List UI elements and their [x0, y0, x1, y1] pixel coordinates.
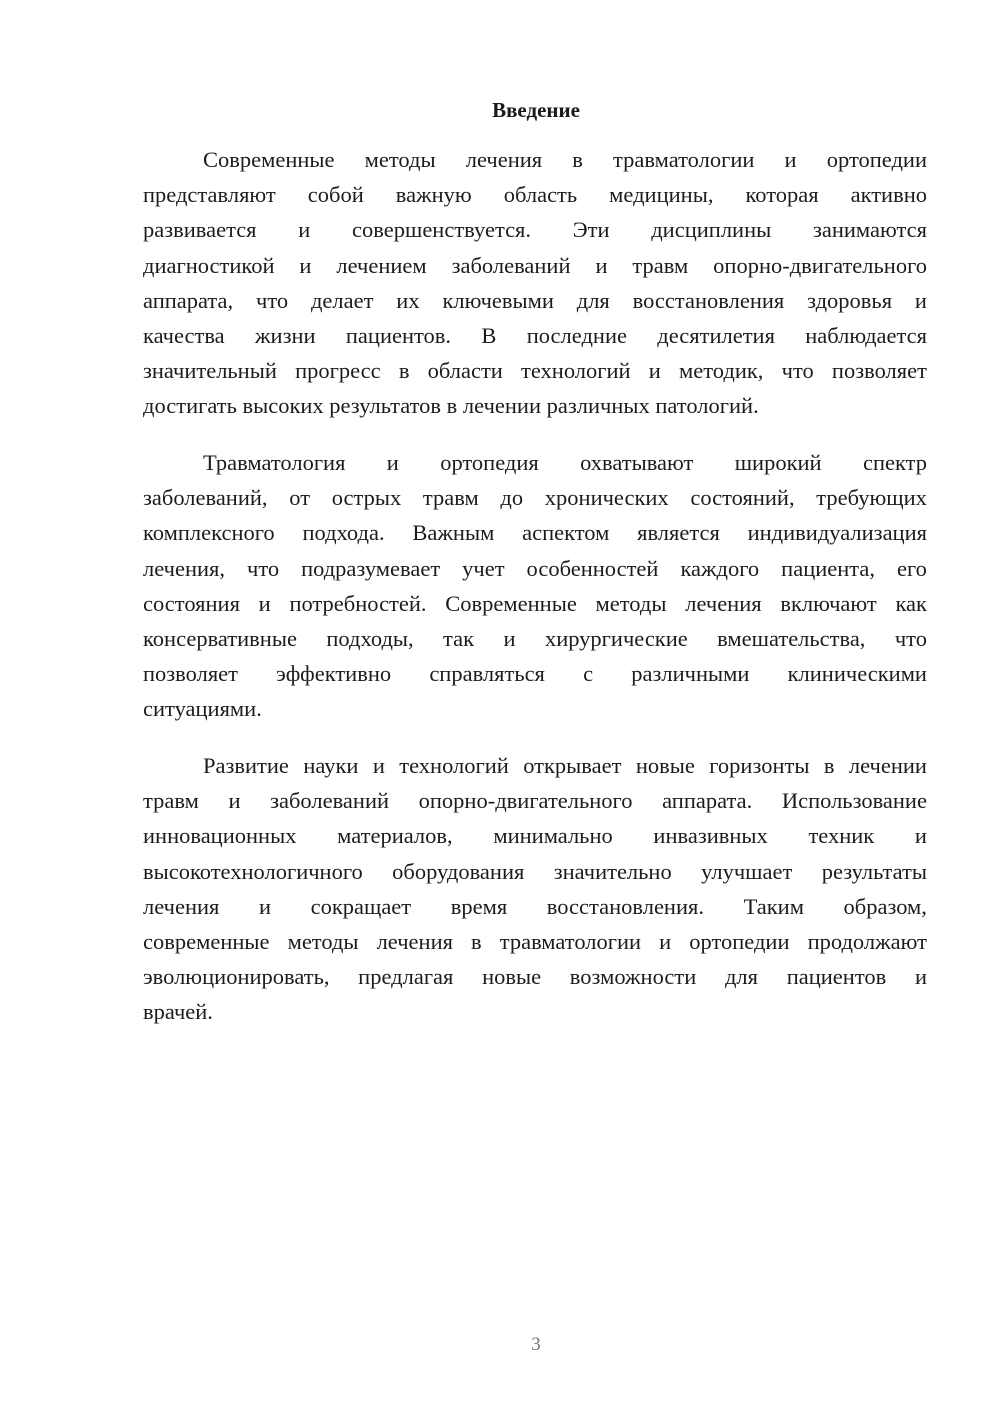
- text-line: инновационных материалов, минимально инвазивных техник и: [143, 823, 927, 849]
- text-line: эволюционировать, предлагая новые возможности для пациентов и: [143, 964, 927, 990]
- paragraph-3: [143, 748, 927, 1030]
- text-line: развивается и совершенствуется. Эти дисциплины занимаются: [143, 217, 927, 243]
- text-line: консервативные подходы, так и хирургические вмешательства, что: [143, 625, 927, 651]
- text-line: качества жизни пациентов. В последние десятилетия наблюдается: [143, 322, 927, 348]
- text-line: представляют собой важную область медицины, которая активно: [143, 182, 927, 208]
- text-line: Современные методы лечения в травматологии и ортопедии: [203, 147, 927, 172]
- text-line: позволяет эффективно справляться с различными клиническими: [143, 661, 927, 687]
- text-line: травм и заболеваний опорно-двигательного аппарата. Использование: [143, 788, 927, 814]
- text-line: диагностикой и лечением заболеваний и травм опорно-двигательного: [143, 252, 927, 278]
- text-line: высокотехнологичного оборудования значительно улучшает результаты: [143, 858, 927, 884]
- paragraph-2: [143, 445, 927, 727]
- section-title: Введение: [492, 98, 580, 122]
- page-number: 3: [531, 1334, 541, 1355]
- text-line: Травматология и ортопедия охватывают широкий спектр: [203, 450, 927, 475]
- text-line: аппарата, что делает их ключевыми для восстановления здоровья и: [143, 287, 927, 313]
- text-line: ситуациями.: [143, 696, 262, 722]
- text-line: состояния и потребностей. Современные методы лечения включают как: [143, 590, 927, 616]
- text-line: заболеваний, от острых травм до хронических состояний, требующих: [143, 485, 927, 511]
- text-line: врачей.: [143, 999, 213, 1025]
- text-line: Развитие науки и технологий открывает новые горизонты в лечении: [203, 753, 927, 778]
- text-line: современные методы лечения в травматологии и ортопедии продолжают: [143, 928, 927, 954]
- text-line: лечения, что подразумевает учет особенностей каждого пациента, его: [143, 555, 927, 581]
- text-line: достигать высоких результатов в лечении различных патологий.: [143, 393, 759, 419]
- paragraph-1: [143, 142, 927, 424]
- text-line: значительный прогресс в области технологий и методик, что позволяет: [143, 358, 927, 384]
- text-line: лечения и сокращает время восстановления. Таким образом,: [143, 893, 927, 919]
- text-line: комплексного подхода. Важным аспектом является индивидуализация: [143, 520, 927, 546]
